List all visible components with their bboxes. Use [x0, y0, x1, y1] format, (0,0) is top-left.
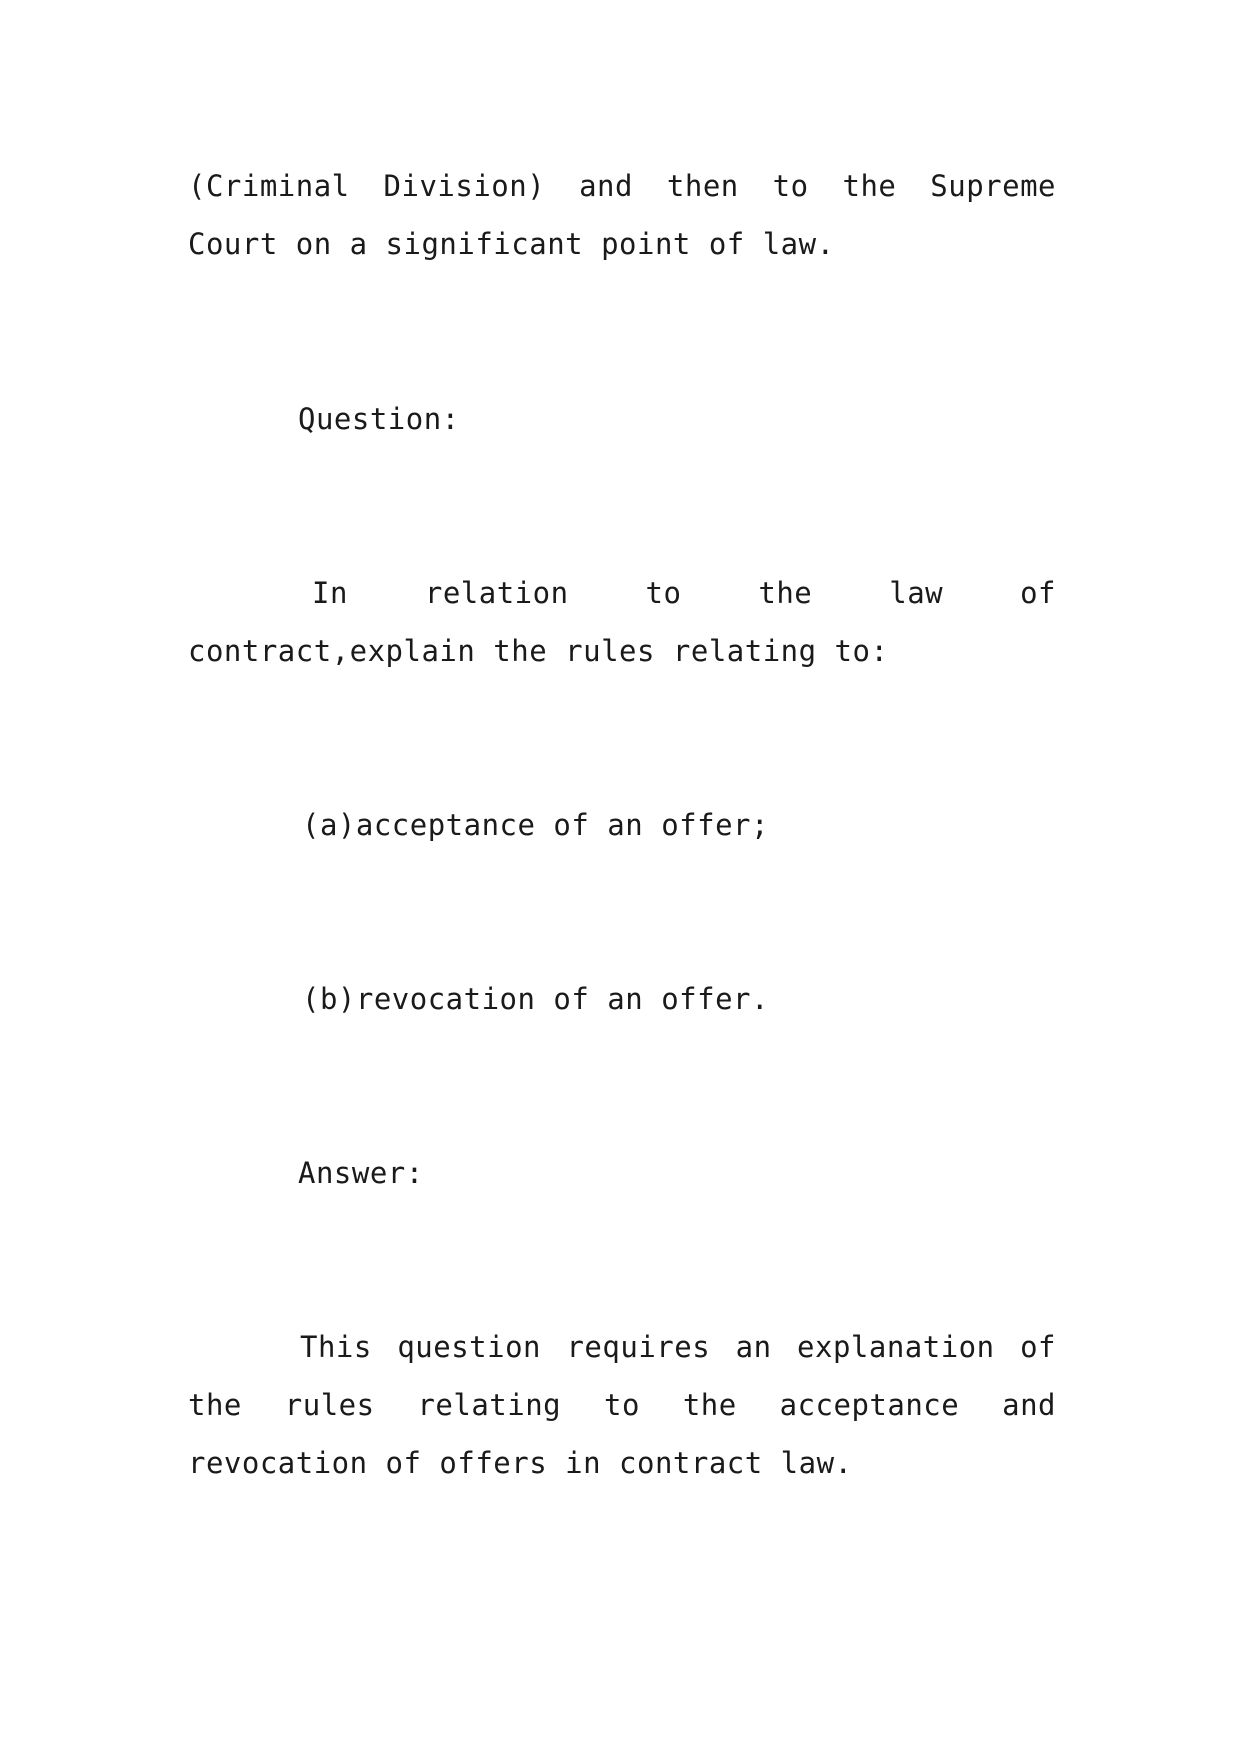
paragraph-court-appeal: (Criminal Division) and then to the Supreme Court on a significant point of law. — [188, 169, 1056, 261]
paragraph-question: In relation to the law of contract,explain the rules relating to: — [188, 576, 1056, 668]
paragraph-answer: This question requires an explanation of the rules relating to the acceptance and revocation of offers in contract law. — [188, 1330, 1056, 1480]
answer-heading: Answer: — [298, 1156, 424, 1190]
list-item-a: (a)acceptance of an offer; — [302, 808, 769, 842]
list-item-b: (b)revocation of an offer. — [302, 982, 769, 1016]
question-heading: Question: — [298, 402, 460, 436]
